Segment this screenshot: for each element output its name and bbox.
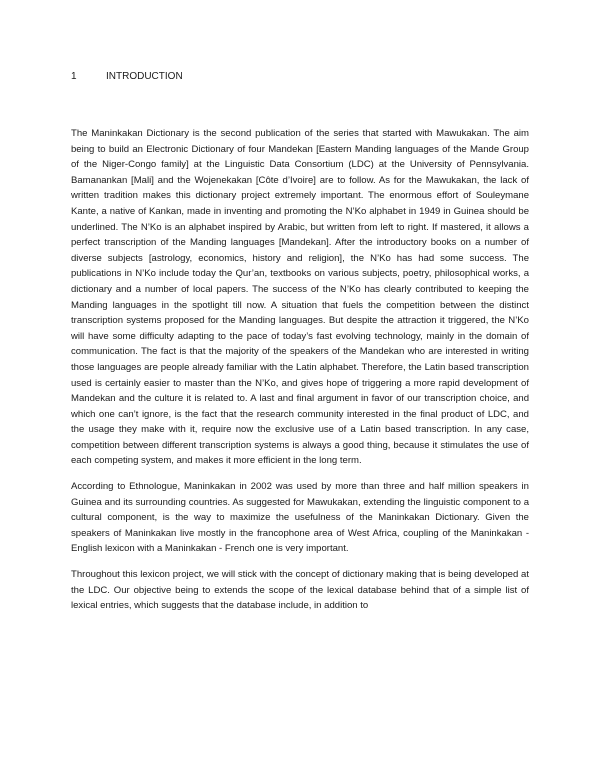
section-title: INTRODUCTION bbox=[106, 71, 183, 82]
section-number: 1 bbox=[71, 71, 77, 82]
section-heading bbox=[71, 70, 183, 84]
paragraph-lexicon-project: Throughout this lexicon project, we will stick with the concept of dictionary making that is being developed at the LDC. Our objective being to extends the scope of the lexical database behind that of a simple list of lexical entries, which suggests that the database include, in addition to bbox=[71, 569, 529, 612]
body-text bbox=[71, 126, 529, 624]
paragraph-introduction: The Maninkakan Dictionary is the second publication of the series that started with Mawukakan. The aim being to build an Electronic Dictionary of four Mandekan [Eastern Manding languages of the Mande Group of the Niger-Congo family] at the Linguistic Data Consortium (LDC) at the University of Pennsylvania. Bamanankan [Mali] and the Wojenekakan [Côte d’Ivoire] are to follow. As for the Mawukakan, the lack of written tradition makes this dictionary project extremely important. The enormous effort of Souleymane Kante, a native of Kankan, made in inventing and promoting the N’Ko alphabet in 1949 in Guinea should be underlined. The N’Ko is an alphabet inspired by Arabic, but written from left to right. If mastered, it allows a perfect transcription of the Manding languages [Mandekan]. After the introductory books on a number of diverse subjects [astrology, economics, history and religion], the N’Ko has had some success. The publications in N’Ko include today the Qur’an, textbooks on various subjects, poetry, philosophical works, a dictionary and a number of local papers. The success of the N’Ko has clearly contributed to keeping the Manding languages in the spotlight till now. A situation that fuels the competition between the distinct transcription systems proposed for the Manding languages. But despite the attraction it triggered, the N’Ko will have some difficulty adapting to the pace of today’s fast evolving technology, mainly in the domain of communication. The fact is that the majority of the speakers of the Mandekan who are interested in writing those languages are people already familiar with the Latin alphabet. Therefore, the Latin based transcription used is certainly easier to master than the N’Ko, and gives hope of triggering a more rapid development of Mandekan and the culture it is related to. A last and final argument in favor of our transcription choice, and which one can’t ignore, is the fact that the research community interested in the final product of LDC, and the usage they make with it, require now the exclusive use of a Latin based transcription. In any case, competition between different transcription systems is always a good thing, because it stimulates the use of each competing system, and makes it more efficient in the long term. bbox=[71, 128, 529, 467]
paragraph-ethnologue: According to Ethnologue, Maninkakan in 2002 was used by more than three and half million speakers in Guinea and its surrounding countries. As suggested for Mawukakan, extending the linguistic component to a cultural component, is the way to maximize the usefulness of the Maninkakan Dictionary. Given the speakers of Maninkakan live mostly in the francophone area of West Africa, coupling of the Maninkakan - English lexicon with a Maninkakan - French one is very important. bbox=[71, 481, 529, 555]
